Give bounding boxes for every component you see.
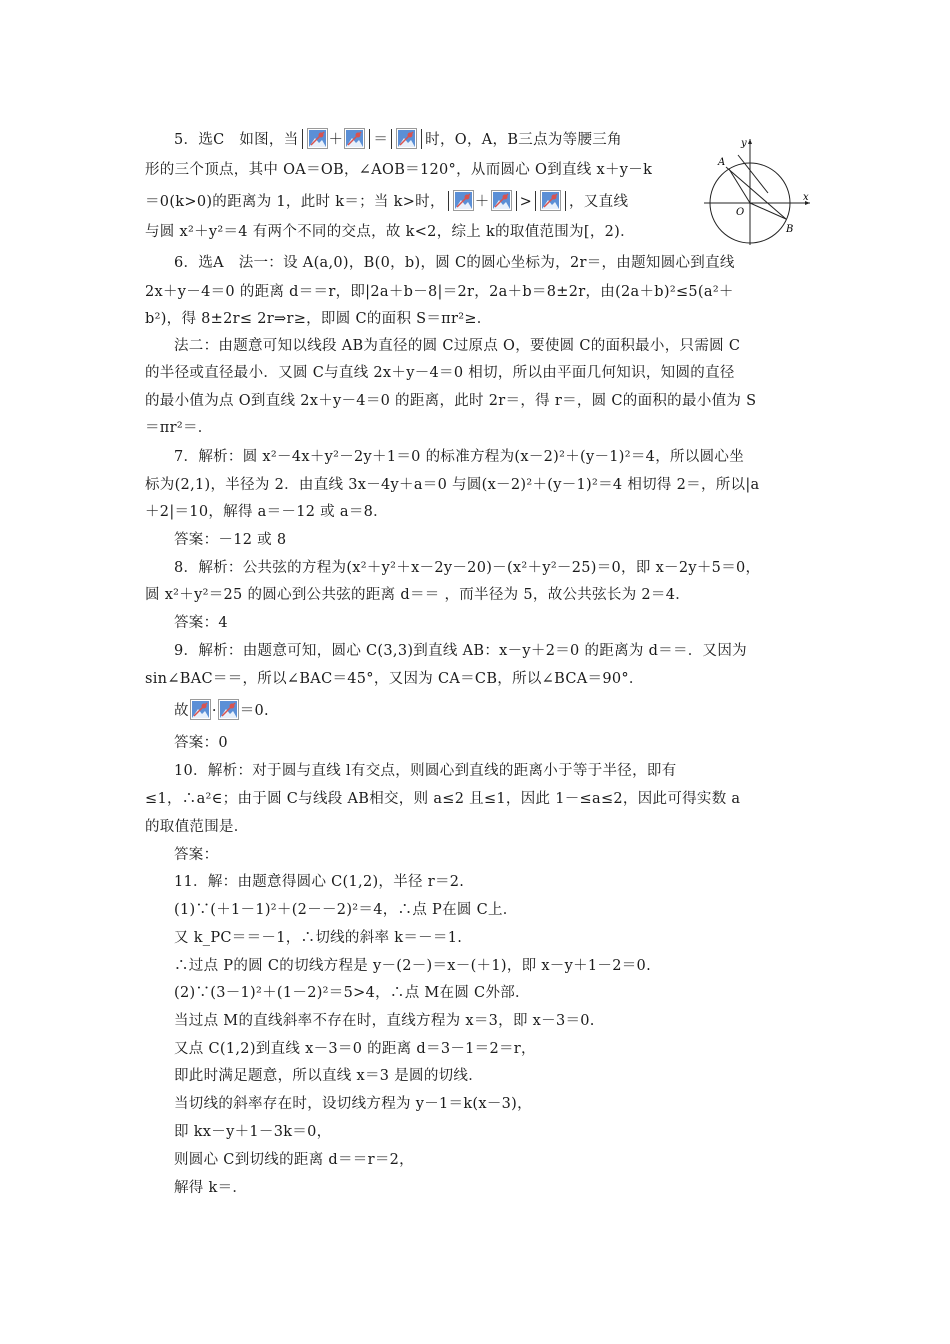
answer-line: 答案：－12 或 8 [174,532,287,548]
vector-image-placeholder-icon [453,190,474,211]
text-line: ＋2|＝10，解得 a＝－12 或 a＝8． [145,504,388,520]
vector-image-placeholder-icon [190,699,211,720]
text-line: 又点 C(1,2)到直线 x－3＝0 的距离 d＝3－1＝2＝r， [174,1041,536,1057]
text-line: 10．解析：对于圆与直线 l有交点，则圆心到直线的距离小于等于半径，即有 [174,763,677,779]
text-line: 当过点 M的直线斜率不存在时，直线方程为 x＝3，即 x－3＝0. [174,1013,595,1029]
label-b: B [786,224,794,235]
answer-line: 答案：0 [174,735,228,751]
text-line: 9．解析：由题意可知，圆心 C(3,3)到直线 AB：x－y＋2＝0 的距离为 d＝＝．又因为 [174,643,747,659]
text-line: 又 k_PC＝＝－1，∴切线的斜率 k＝－＝1. [174,930,463,946]
abs-bar [421,129,422,149]
text-line: 6．选A 法一：设 A(a,0)，B(0，b)，圆 C的圆心坐标为，2r＝，由题知圆心到直线 [174,255,735,271]
abs-bar [448,191,449,211]
text-line: 与圆 x²＋y²＝4 有两个不同的交点，故 k<2，综上 k的取值范围为[，2)． [145,224,635,240]
text-line: ＝πr²＝． [145,420,213,436]
text-line: 8．解析：公共弦的方程为(x²＋y²＋x－2y－20)－(x²＋y²－25)＝0，即 x－2y＋5＝0， [174,560,761,576]
vector-image-placeholder-icon [218,699,239,720]
abs-bar [369,129,370,149]
text-line: (2)∵(3－1)²＋(1－2)²＝5>4，∴点 M在圆 C外部． [174,985,530,1001]
label-y: y [741,138,747,149]
vector-image-placeholder-icon [491,190,512,211]
answer-line: 答案：4 [174,615,228,631]
text-line: 的最小值为点 O到直线 2x＋y－4＝0 的距离，此时 2r＝，得 r＝，圆 C的面积的最小值为 S [145,393,757,409]
abs-bar [565,191,566,211]
text-line: 则圆心 C到切线的距离 d＝＝r＝2， [174,1152,414,1168]
vector-image-placeholder-icon [307,128,328,149]
abs-bar [302,129,303,149]
text-line: 5．选C 如图，当 ＋ ＝ 时，O，A，B三点为等腰三角 [174,128,839,150]
line-ab [726,167,786,219]
text-line: 7．解析：圆 x²－4x＋y²－2y＋1＝0 的标准方程为(x－2)²＋(y－1)²＝4，所以圆心坐 [174,449,745,465]
text-line: ≤1，∴a²∈；由于圆 C与线段 AB相交，则 a≤2 且≤1，因此 1－≤a≤2，因此可得实数 a [145,791,741,807]
label-o: O [736,207,745,218]
answer-line: 答案： [174,847,219,863]
text-line: b²)，得 8±2r≤ 2r⇒r≥，即圆 C的面积 S＝πr²≥． [145,311,492,327]
vector-image-placeholder-icon [540,190,561,211]
text-line: sin∠BAC＝＝，所以∠BAC＝45°，又因为 CA＝CB，所以∠BCA＝90°． [145,671,644,687]
abs-bar [516,191,517,211]
vector-image-placeholder-icon [396,128,417,149]
text-line: 的半径或直径最小．又圆 C与直线 2x＋y－4＝0 相切，所以由平面几何知识，知圆的直径 [145,365,735,381]
text-line: 圆 x²＋y²＝25 的圆心到公共弦的距离 d＝＝ ，而半径为 5，故公共弦长为 2＝4． [145,587,691,603]
abs-bar [535,191,536,211]
text-line: 2x＋y－4＝0 的距离 d＝＝r，即|2a＋b－8|＝2r，2a＋b＝8±2r，由(2a＋b)²≤5(a²＋ [145,284,734,300]
label-a: A [718,157,726,168]
text-line: 的取值范围是． [145,819,249,835]
text-line: 故 · ＝0. [174,699,839,721]
text-line: 即 kx－y＋1－3k＝0， [174,1124,332,1140]
segment-oa [729,169,750,203]
text-line: ∴过点 P的圆 C的切线方程是 y－(2－)＝x－(＋1)，即 x－y＋1－2＝0. [174,958,651,974]
text-line: 当切线的斜率存在时，设切线方程为 y－1＝k(x－3)， [174,1096,532,1112]
text-line: 即此时满足题意，所以直线 x＝3 是圆的切线． [174,1068,484,1084]
text-line: 解得 k＝． [174,1180,248,1196]
text-line: 法二：由题意可知以线段 AB为直径的圆 C过原点 O，要使圆 C的面积最小，只需圆 C [174,338,741,354]
vector-image-placeholder-icon [344,128,365,149]
text-line: ＝0(k>0)的距离为 1，此时 k＝；当 k>时， ＋ > ，又直线 [145,190,693,212]
text-line: 标为(2,1)，半径为 2．由直线 3x－4y＋a＝0 与圆(x－2)²＋(y－1)²＝4 相切得 2＝，所以|a [145,477,760,493]
segment-ob [750,203,786,219]
y-axis-arrow-icon [748,139,752,144]
circle-diagram [700,135,812,247]
text-line: 11．解：由题意得圆心 C(1,2)，半径 r＝2. [174,874,465,890]
abs-bar [391,129,392,149]
text-line: 形的三个顶点，其中 OA＝OB，∠AOB＝120°，从而圆心 O到直线 x＋y－k [145,162,653,178]
line-oa-extended [738,155,768,193]
label-x: x [803,192,809,203]
text-line: (1)∵(＋1－1)²＋(2－－2)²＝4，∴点 P在圆 C上． [174,902,518,918]
